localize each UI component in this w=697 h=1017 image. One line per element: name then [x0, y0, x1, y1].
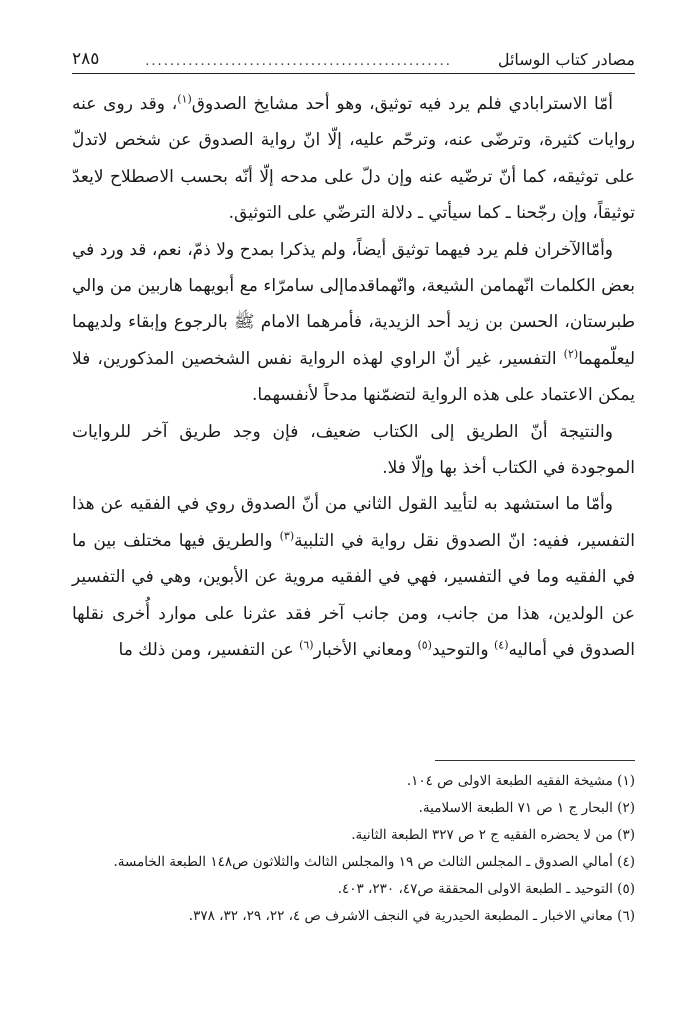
paragraph [72, 486, 635, 668]
footnote-item: (١) مشيخة الفقيه الطبعة الاولى ص ١٠٤. [406, 773, 635, 789]
paragraph-text: والنتيجة أنّ الطريق إلى الكتاب ضعيف، فإن وجد طريق آخر للروايات الموجودة في الكتاب أخذ بها وإلّا فلا. [72, 421, 635, 479]
paragraph-text: وأمّاالآخران فلم يرد فيهما توثيق أيضاً، ولم يذكرا بمدح ولا ذمّ، نعم، قد ورد في بعض الكلمات انّهمامن الشيعة، وانّهماقدماإلى سامرّاء مع أبويهما هاربين من والي طبرستان، الحسن بن زيد أحد الزيدية، فأمرهما الامام ﷺ بالرجوع وإبقاء ولديهما ليعلّمهما [72, 239, 635, 369]
paragraph-text: ، وقد روى عنه روايات كثيرة، وترضّى عنه، وترحّم عليه، إلّا انّ رواية الصدوق عن شخص لاتدلّ على توثيقه، كما أنّ ترضّيه عنه وإن دلّ على مدحه إلّا أنّه بحسب الاصطلاح لايعدّ توثيقاً، وإن رجّحنا ـ كما سيأتي ـ دلالة الترضّي على التوثيق. [72, 94, 635, 224]
footnote-marker[interactable]: (٦) [299, 638, 314, 652]
footnote-item: (٢) البحار ج ١ ص ٧١ الطبعة الاسلامية. [418, 800, 635, 816]
footnote-marker[interactable]: (٣) [279, 529, 295, 543]
footnote-divider [435, 760, 635, 761]
paragraph-text: والطريق فيها مختلف بين ما في الفقيه وما في التفسير، فهي في الفقيه مروية عن الأبوين، وهي في التفسير عن الولدين، هذا من جانب، ومن جانب آخر فقد عثرنا على موارد أُخرى نقلها الصدوق في أماليه [72, 530, 635, 661]
footnote-item: (٣) من لا يحضره الفقيه ج ٢ ص ٣٢٧ الطبعة الثانية. [351, 827, 635, 843]
paragraph-text: أمّا الاسترابادي فلم يرد فيه توثيق، وهو أحد مشايخ الصدوق [191, 94, 613, 114]
page-number: ٢٨٥ [72, 49, 100, 69]
paragraph-text: التفسير، غير أنّ الراوي لهذه الرواية نفس الشخصين المذكورين، فلا يمكن الاعتماد على هذه الرواية لتضمّنها مدحاً لأنفسهما. [72, 348, 635, 406]
footnote-marker[interactable]: (١) [177, 92, 192, 106]
header-title: مصادر كتاب الوسائل [497, 50, 635, 69]
footnotes [72, 768, 635, 930]
footnote-marker[interactable]: (٢) [563, 347, 579, 361]
paragraph-text: والتوحيد [431, 640, 494, 661]
main-text [72, 86, 635, 669]
paragraph-text: وأمّا ما استشهد به لتأييد القول الثاني من أنّ الصدوق روي في الفقيه عن هذا التفسير، ففيه: انّ الصدوق نقل رواية في التلبية [72, 494, 635, 551]
footnote-item: (٥) التوحيد ـ الطبعة الاولى المحققة ص٤٧، ٢٣٠، ٤٠٣. [337, 881, 635, 897]
paragraph-text: عن التفسير، ومن ذلك ما [118, 640, 300, 661]
footnote-item: (٤) أمالي الصدوق ـ المجلس الثالث ص ١٩ والمجلس الثالث والثلاثون ص١٤٨ الطبعة الخامسة. [113, 854, 635, 870]
running-header [72, 40, 635, 74]
footnote-marker[interactable]: (٥) [417, 638, 432, 652]
footnote-marker[interactable]: (٤) [493, 638, 509, 652]
header-leader-dots: .................................................. [145, 54, 452, 69]
paragraph [72, 414, 635, 487]
paragraph-text: ومعاني الأخبار [313, 640, 418, 661]
footnote-item: (٦) معاني الاخبار ـ المطبعة الحيدرية في النجف الاشرف ص ٤، ٢٢، ٢٩، ٣٢، ٣٧٨. [188, 908, 635, 924]
paragraph [72, 86, 635, 232]
paragraph [72, 232, 635, 414]
